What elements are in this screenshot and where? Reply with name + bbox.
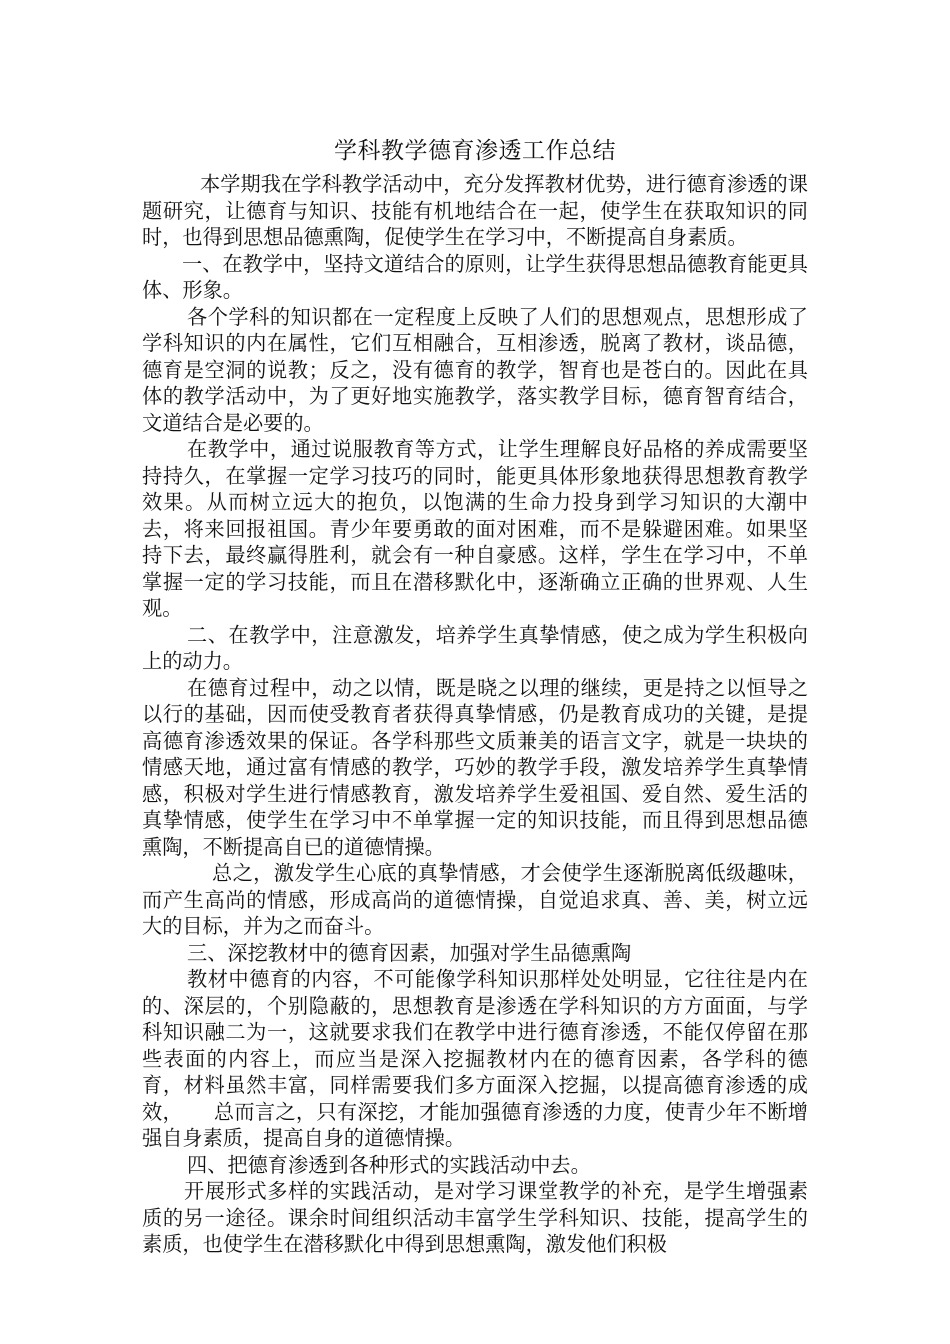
document-body [142,136,808,1258]
section-heading-3: 三、深挖教材中的德育因素，加强对学生品德熏陶 [187,940,632,965]
paragraph: 在德育过程中，动之以情，既是晓之以理的继续，更是持之以恒导之以行的基础，因而使受教育者获得真挚情感，仍是教育成功的关键，是提高德育渗透效果的保证。各学科那些文质兼美的语言文字，就是一块块的情感天地，通过富有情感的教学，巧妙的教学手段，激发培养学生真挚情感，积极对学生进行情感教育，激发培养学生爱祖国、爱自然、爱生活的真挚情感，使学生在学习中不单掌握一定的知识技能，而且得到思想品德熏陶，不断提高自已的道德情操。 [142,675,808,859]
paragraph: 各个学科的知识都在一定程度上反映了人们的思想观点，思想形成了学科知识的内在属性，它们互相融合，互相渗透，脱离了教材，谈品德，德育是空洞的说教；反之，没有德育的教学，智育也是苍白的。因此在具体的教学活动中，为了更好地实施教学，落实教学目标，德育智育结合，文道结合是必要的。 [142,304,808,435]
paragraph: 总之，激发学生心底的真挚情感，才会使学生逐渐脱离低级趣味，而产生高尚的情感，形成高尚的道德情操，自觉追求真、善、美，树立远大的目标，并为之而奋斗。 [142,861,808,938]
paragraph: 开展形式多样的实践活动，是对学习课堂教学的补充，是学生增强素质的另一途径。课余时间组织活动丰富学生学科知识、技能，提高学生的素质，也使学生在潜移默化中得到思想熏陶，激发他们积极 [142,1179,808,1256]
section-heading-1: 一、在教学中，坚持文道结合的原则，让学生获得思想品德教育能更具体、形象。 [142,251,808,302]
paragraph: 在教学中，通过说服教育等方式，让学生理解良好品格的养成需要坚持持久，在掌握一定学习技巧的同时，能更具体形象地获得思想教育教学效果。从而树立远大的抱负，以饱满的生命力投身到学习知识的大潮中去，将来回报祖国。青少年要勇敢的面对困难，而不是躲避困难。如果坚持下去，最终赢得胜利，就会有一种自豪感。这样，学生在学习中，不单掌握一定的学习技能，而且在潜移默化中，逐渐确立正确的世界观、人生观。 [142,437,808,620]
paragraph: 教材中德育的内容，不可能像学科知识那样处处明显，它往往是内在的、深层的，个别隐蔽的，思想教育是渗透在学科知识的方方面面，与学科知识融二为一，这就要求我们在教学中进行德育渗透，不能仅停留在那些表面的内容上，而应当是深入挖掘教材内在的德育因素，各学科的德育，材料虽然丰富，同样需要我们多方面深入挖掘，以提高德育渗透的成效， 总而言之，只有深挖，才能加强德育渗透的力度，使青少年不断增强自身素质，提高自身的道德情操。 [142,967,808,1150]
section-heading-4: 四、把德育渗透到各种形式的实践活动中去。 [187,1152,591,1177]
document-title: 学科教学德育渗透工作总结 [334,138,616,164]
section-heading-2: 二、在教学中，注意激发，培养学生真挚情感，使之成为学生积极向上的动力。 [142,622,808,673]
paragraph-intro: 本学期我在学科教学活动中，充分发挥教材优势，进行德育渗透的课题研究，让德育与知识、技能有机地结合在一起，使学生在获取知识的同时，也得到思想品德熏陶，促使学生在学习中，不断提高自身素质。 [142,172,808,249]
